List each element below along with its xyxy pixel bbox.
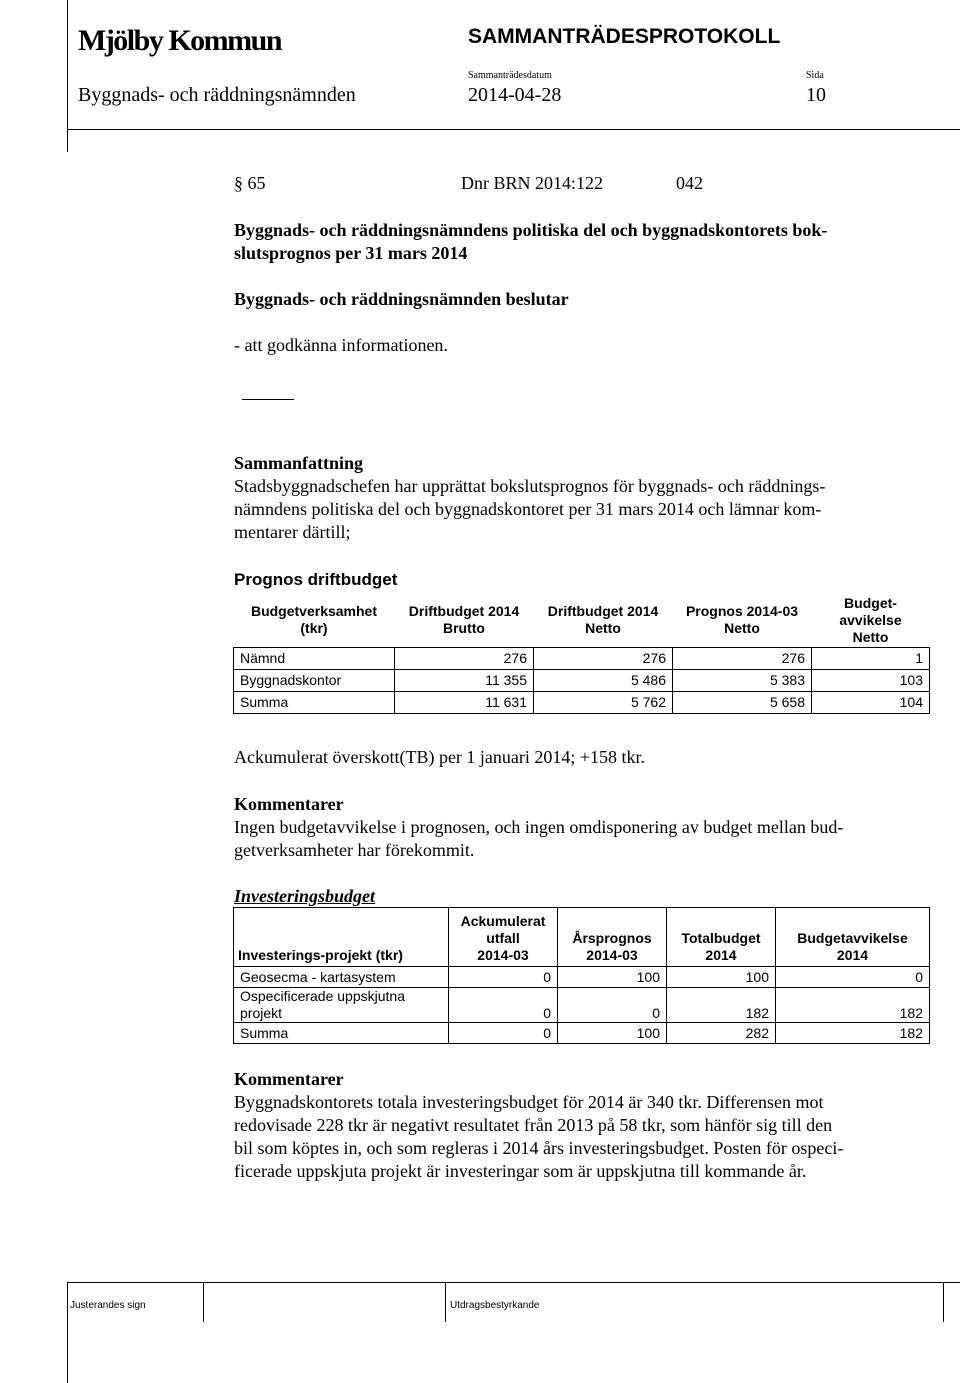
page-label: Sida <box>806 70 824 81</box>
table-row <box>234 648 930 670</box>
header-arsprognos: Årsprognos 2014-03 <box>558 908 667 967</box>
drift-budget-table <box>233 593 930 714</box>
table-cell: 5 486 <box>534 670 673 692</box>
comment-heading-1: Kommentarer <box>234 794 344 814</box>
date-label: Sammanträdesdatum <box>468 70 552 81</box>
summary-line-1: Stadsbyggnadschefen har upprättat bokslutsprognos för byggnads- och räddnings- <box>234 476 826 496</box>
footer-extract-label: Utdragsbestyrkande <box>450 1300 540 1311</box>
table-cell: 5 762 <box>534 692 673 714</box>
table-cell: 100 <box>558 1023 667 1044</box>
summary-heading: Sammanfattning <box>234 453 364 473</box>
header-budgetavvikelse: Budget- avvikelse Netto <box>839 594 902 645</box>
footer-rule <box>67 1282 960 1283</box>
header-driftbudget-brutto: Driftbudget 2014 Brutto <box>408 603 520 636</box>
board-name: Byggnads- och räddningsnämnden <box>78 84 356 106</box>
table-cell: 276 <box>534 648 673 670</box>
diary-number: Dnr BRN 2014:122 <box>461 173 604 193</box>
header-prognos-netto: Prognos 2014-03 Netto <box>685 603 799 636</box>
table-row <box>234 988 930 1023</box>
table-cell: 0 <box>449 967 558 988</box>
summary-line-2: nämndens politiska del och byggnadskontoret per 31 mars 2014 och lämnar kom- <box>234 499 822 519</box>
table-cell: 276 <box>673 648 812 670</box>
case-title-line-2: slutsprognos per 31 mars 2014 <box>234 243 468 263</box>
table-cell: Summa <box>234 1023 449 1044</box>
table-cell: Nämnd <box>234 648 395 670</box>
table-row <box>234 1023 930 1044</box>
table-cell: 282 <box>667 1023 776 1044</box>
table-cell: 100 <box>667 967 776 988</box>
comment-2-line-4: ficerade uppskjuta projekt är investeringar som är uppskjutna till kommande år. <box>234 1161 807 1181</box>
investment-budget-heading: Investeringsbudget <box>234 886 376 906</box>
comment-2-line-3: bil som köptes in, och som regleras i 2014 års investeringsbudget. Posten för ospeci- <box>234 1138 844 1158</box>
header-budgetavvikelse: Budgetavvikelse 2014 <box>776 908 930 967</box>
document-type: SAMMANTRÄDESPROTOKOLL <box>468 25 781 48</box>
table-cell: 11 355 <box>395 670 534 692</box>
header-ackumulerat-utfall: Ackumulerat utfall 2014-03 <box>449 908 558 967</box>
table-cell: 11 631 <box>395 692 534 714</box>
footer-divider-2 <box>445 1282 446 1322</box>
page-number: 10 <box>806 84 826 106</box>
case-title-line-1: Byggnads- och räddningsnämndens politiska del och byggnadskontorets bok- <box>234 220 828 240</box>
table-cell: 100 <box>558 967 667 988</box>
table-header-row <box>234 593 930 648</box>
case-code: 042 <box>676 173 703 193</box>
municipality-name: Mjölby Kommun <box>78 24 282 57</box>
summary-line-3: mentarer därtill; <box>234 522 351 542</box>
footer-signature-label: Justerandes sign <box>70 1300 146 1311</box>
table-cell: Ospecificerade uppskjutna projekt <box>234 988 449 1023</box>
comment-1-line-2: getverksamheter har förekommit. <box>234 840 475 860</box>
table-cell: Geosecma - kartasystem <box>234 967 449 988</box>
table-cell: 276 <box>395 648 534 670</box>
table-cell: 104 <box>812 692 930 714</box>
paragraph-number: § 65 <box>234 173 266 193</box>
header-investeringsprojekt: Investerings-projekt (tkr) <box>234 908 449 967</box>
surplus-text: Ackumulerat överskott(TB) per 1 januari 2014; +158 tkr. <box>234 747 646 767</box>
table-cell: 0 <box>776 967 930 988</box>
decision-text: - att godkänna informationen. <box>234 335 448 355</box>
table-cell: Summa <box>234 692 395 714</box>
table-row <box>234 670 930 692</box>
header-rule <box>67 129 960 130</box>
footer-divider-3 <box>943 1282 944 1322</box>
table-cell: 182 <box>776 988 930 1023</box>
footer-left-line <box>67 1282 68 1383</box>
table-cell: 0 <box>449 1023 558 1044</box>
comment-heading-2: Kommentarer <box>234 1069 344 1089</box>
header-budgetverksamhet: Budgetverksamhet (tkr) <box>250 603 378 636</box>
investment-budget-table <box>233 907 930 1044</box>
comment-2-line-1: Byggnadskontorets totala investeringsbudget för 2014 är 340 tkr. Differensen mot <box>234 1092 824 1112</box>
meeting-date: 2014-04-28 <box>468 84 562 106</box>
table-cell: 182 <box>667 988 776 1023</box>
table-row <box>234 692 930 714</box>
table-cell: 5 383 <box>673 670 812 692</box>
footer-divider-1 <box>203 1282 204 1322</box>
table-cell: Byggnadskontor <box>234 670 395 692</box>
header-driftbudget-netto: Driftbudget 2014 Netto <box>547 603 659 636</box>
table-cell: 0 <box>449 988 558 1023</box>
comment-1-line-1: Ingen budgetavvikelse i prognosen, och ingen omdisponering av budget mellan bud- <box>234 817 844 837</box>
table-header-row <box>234 908 930 967</box>
decision-heading: Byggnads- och räddningsnämnden beslutar <box>234 289 569 309</box>
comment-2-line-2: redovisade 228 tkr är negativt resultatet från 2013 på 58 tkr, som hänför sig till den <box>234 1115 833 1135</box>
table-cell: 182 <box>776 1023 930 1044</box>
table-cell: 103 <box>812 670 930 692</box>
table-cell: 1 <box>812 648 930 670</box>
drift-budget-heading: Prognos driftbudget <box>234 570 398 589</box>
table-cell: 5 658 <box>673 692 812 714</box>
table-cell: 0 <box>558 988 667 1023</box>
separator-rule <box>242 399 294 400</box>
header-totalbudget: Totalbudget 2014 <box>667 908 776 967</box>
table-row <box>234 967 930 988</box>
